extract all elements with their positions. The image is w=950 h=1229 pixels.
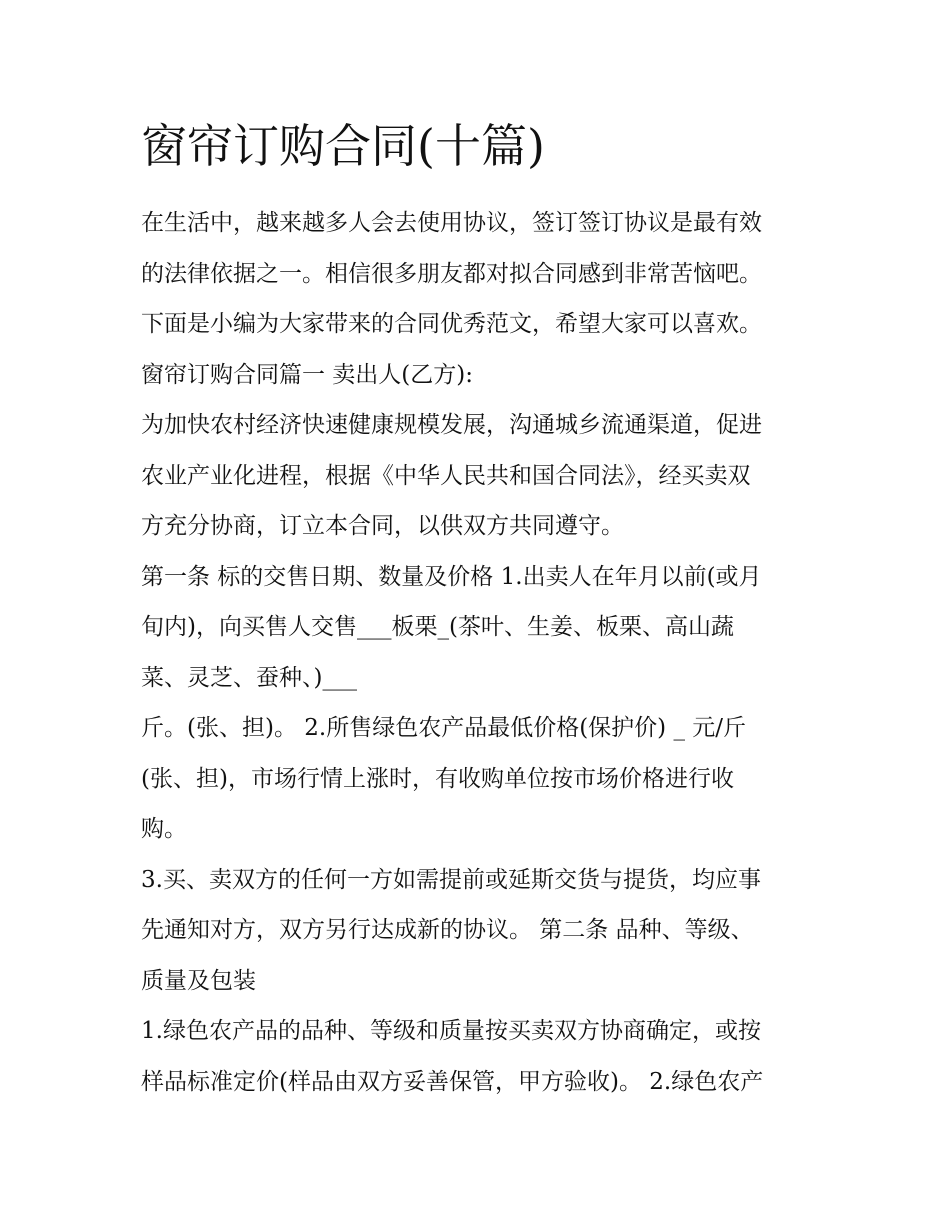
section-heading-line: 窗帘订购合同篇一 卖出人(乙方): bbox=[141, 361, 474, 388]
text-line: 1.绿色农产品的品种、等级和质量按买卖双方协商确定，或按 bbox=[141, 1018, 761, 1044]
text-line: 斤。(张、担)。 2.所售绿色农产品最低价格(保护价) _ 元/斤 bbox=[141, 715, 747, 741]
text-line: 下面是小编为大家带来的合同优秀范文，希望大家可以喜欢。 bbox=[141, 311, 762, 337]
text-line: (张、担)，市场行情上涨时，有收购单位按市场价格进行收 bbox=[141, 765, 734, 792]
text-line: 3.买、卖双方的任何一方如需提前或延斯交货与提货，均应事 bbox=[141, 866, 761, 893]
text-line: 的法律依据之一。相信很多朋友都对拟合同感到非常苦恼吧。 bbox=[141, 260, 762, 287]
text-line: 在生活中，越来越多人会去使用协议，签订签订协议是最有效 bbox=[141, 210, 762, 236]
document-body bbox=[141, 198, 821, 1107]
text-line: 为加快农村经济快速健康规模发展，沟通城乡流通渠道，促进 bbox=[141, 412, 762, 438]
text-line: 方充分协商，订立本合同，以供双方共同遵守。 bbox=[141, 513, 624, 539]
clause-line: 第一条 标的交售日期、数量及价格 1.出卖人在年月以前(或月 bbox=[141, 563, 762, 590]
text-line: 样品标准定价(样品由双方妥善保管，甲方验收)。 2.绿色农产 bbox=[141, 1068, 764, 1095]
text-line: 购。 bbox=[141, 816, 187, 842]
clause-line: 先通知对方，双方另行达成新的协议。 第二条 品种、等级、 bbox=[141, 917, 754, 943]
text-line: 菜、灵芝、蚕种、)___ bbox=[141, 664, 357, 691]
text-line: 质量及包装 bbox=[141, 967, 256, 994]
document-title: 窗帘订购合同(十篇) bbox=[141, 119, 545, 173]
text-line: 农业产业化进程，根据《中华人民共和国合同法》，经买卖双 bbox=[141, 462, 751, 489]
text-line: 旬内)，向买售人交售___板栗_(茶叶、生姜、板栗、高山蔬 bbox=[141, 614, 734, 640]
